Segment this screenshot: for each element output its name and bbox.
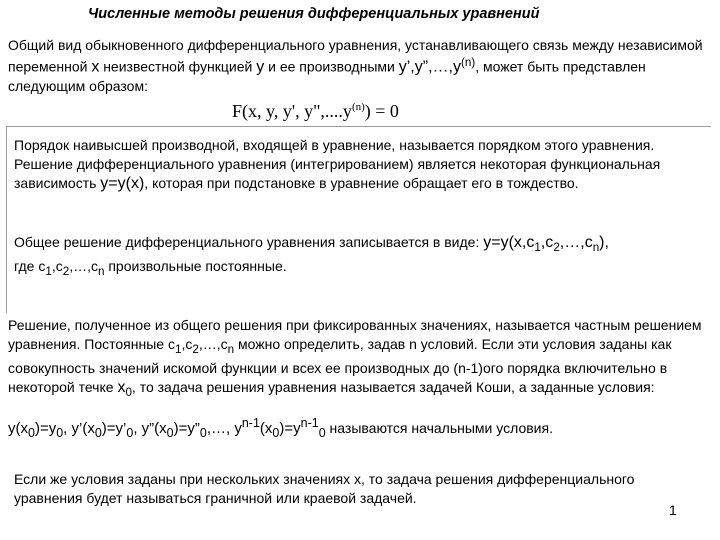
paragraph-boundary-problem: Если же условия заданы при нескольких значениях х, то задача решения дифференциального уравнения будет называться граничной или краевой задачей.: [14, 471, 635, 506]
differential-equation-formula: F(x, y, y', $y",....y^{(n)}) = 0$: [232, 101, 399, 121]
paragraph-general-form: Общий вид обыкновенного дифференциального уравнения, устанавливающего связь между независимой переменной х неизвестной функцией у и ее производными $y’,y”,\dots,y^{(n)}$, может быть представлен следующим образом:: [8, 37, 703, 94]
initial-conditions-line: $y(x_0)=y_0$, $y’(x_0)=y’_0$, $y”(x_0)=y”_0,\dots$, $y^{n-1}(x_0)=y^{n-1}_0$ называются начальными условия.: [8, 416, 553, 440]
paragraph-general-solution: Общее решение дифференциального уравнения записывается в виде: $y=y(x,c_1,c_2,\dots,c_n)$, где $c_1,c_2,\dots,c_n$ произвольные постоянные.: [14, 234, 609, 278]
page-number: 1: [669, 502, 677, 518]
paragraph-particular-solution: Решение, полученное из общего решения при фиксированных значениях, называется частным решением уравнения. Постоянные $c_1,c_2,\dots,c_n$ можно определить, задав n условий. Если эти условия заданы как совокупность значений искомой функции и всех ее производных до (n-1)ого порядка включительно в некоторой течке $x_0$, то задача решения уравнения называется задачей Коши, а заданные условия:: [8, 317, 702, 399]
slide-title: Численные методы решения дифференциальных уравнений: [88, 6, 540, 22]
paragraph-order-definition: Порядок наивысшей производной, входящей в уравнение, называется порядком этого уравнения. Решение дифференциального уравнения (интегрированием) является некоторая функциональная зависимость y=y(x), которая при подстановке в уравнение обращает его в тождество.: [14, 137, 661, 192]
